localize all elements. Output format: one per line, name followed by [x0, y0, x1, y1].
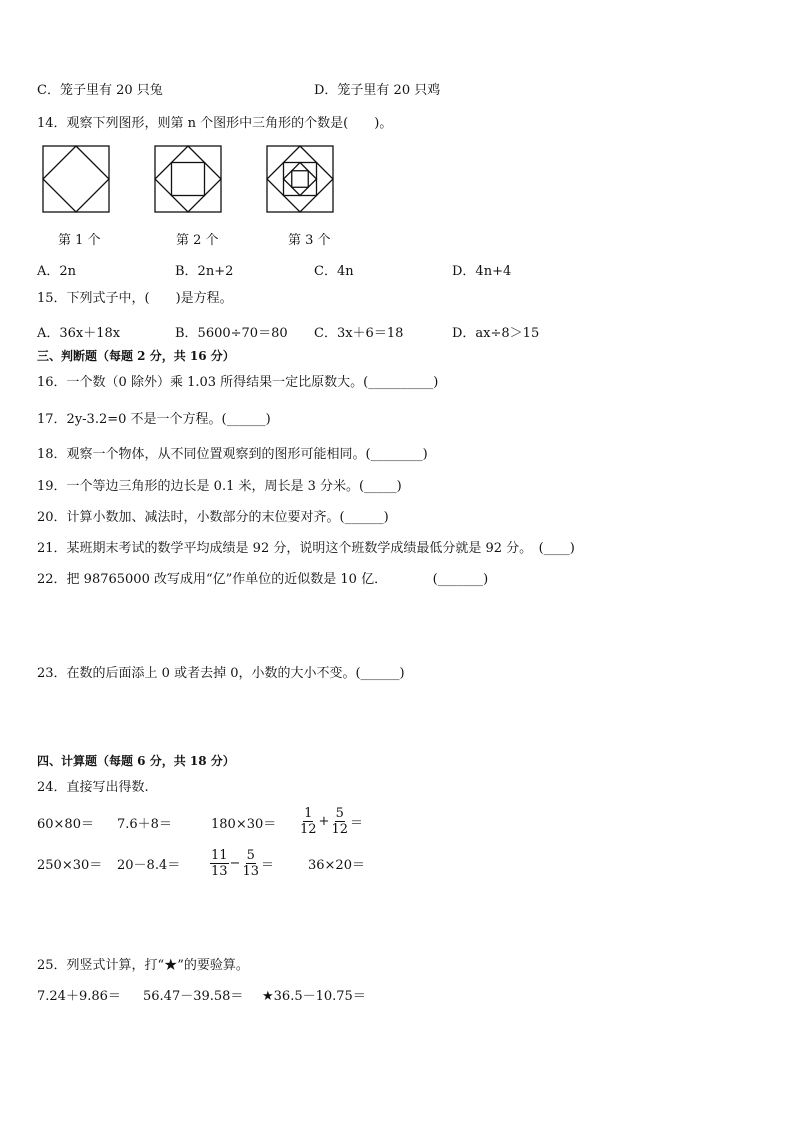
calc-item: 7.6＋8＝ [117, 817, 172, 832]
q25-stem: 25．列竖式计算，打“★”的要验算。 [37, 958, 249, 973]
section-3-heading: 三、判断题（每题 2 分，共 16 分） [37, 349, 235, 363]
q22: 22．把 98765000 改写成用“亿”作单位的近似数是 10 亿． (_______) [37, 572, 489, 587]
q17: 17．2y-3.2=0 不是一个方程。(______) [37, 412, 271, 427]
equals: ＝ [261, 858, 275, 873]
q15-option-d: D．ax÷8＞15 [452, 326, 540, 341]
numerator: 5 [335, 806, 344, 821]
q15-option-a: A．36x＋18x [37, 326, 121, 341]
q19: 19．一个等边三角形的边长是 0.1 米，周长是 3 分米。(_____) [37, 479, 402, 494]
q21: 21．某班期末考试的数学平均成绩是 92 分，说明这个班数学成绩最低分就是 92 分。 (____) [37, 541, 575, 556]
figure-1 [42, 145, 110, 213]
denominator: 12 [300, 822, 317, 837]
q14-option-d: D．4n+4 [452, 264, 512, 279]
numerator: 11 [211, 848, 228, 863]
calc-item: 36×20＝ [308, 858, 365, 873]
equals: ＝ [350, 816, 364, 831]
q14-option-a: A．2n [37, 264, 77, 279]
q13-option-d: D．笼子里有 20 只鸡 [314, 83, 441, 98]
q14-stem: 14．观察下列图形，则第 n 个图形中三角形的个数是( )。 [37, 116, 393, 131]
vertical-calc-item: ★36.5－10.75＝ [262, 989, 366, 1004]
calc-item: 180×30＝ [211, 817, 277, 832]
numerator: 5 [246, 848, 255, 863]
q24-stem: 24．直接写出得数. [37, 780, 149, 795]
q15-option-b: B．5600÷70＝80 [175, 326, 288, 341]
section-4-heading: 四、计算题（每题 6 分，共 18 分） [37, 754, 235, 768]
q14-option-c: C．4n [314, 264, 354, 279]
q13-option-c: C．笼子里有 20 只兔 [37, 83, 163, 98]
figure-1-label: 第 1 个 [58, 233, 101, 248]
denominator: 12 [331, 822, 348, 837]
figure-3 [266, 145, 334, 213]
q14-option-b: B．2n+2 [175, 264, 234, 279]
q15-option-c: C．3x＋6＝18 [314, 326, 404, 341]
q23: 23．在数的后面添上 0 或者去掉 0，小数的大小不变。(______) [37, 666, 405, 681]
calc-item: 20－8.4＝ [117, 858, 181, 873]
denominator: 13 [211, 864, 228, 879]
calc-item: 250×30＝ [37, 858, 103, 873]
q18: 18．观察一个物体，从不同位置观察到的图形可能相同。(________) [37, 447, 428, 462]
numerator: 1 [304, 806, 313, 821]
operator: − [229, 856, 241, 871]
q15-stem: 15．下列式子中，( )是方程。 [37, 291, 233, 306]
operator: + [318, 814, 330, 829]
fraction-expression-2 [209, 848, 274, 879]
figure-2 [154, 145, 222, 213]
fraction-expression-1 [298, 806, 363, 837]
figure-2-label: 第 2 个 [176, 233, 219, 248]
calc-item: 60×80＝ [37, 817, 94, 832]
denominator: 13 [242, 864, 259, 879]
vertical-calc-item: 56.47－39.58＝ [143, 989, 244, 1004]
q16: 16．一个数（0 除外）乘 1.03 所得结果一定比原数大。(__________) [37, 375, 439, 390]
figure-3-label: 第 3 个 [288, 233, 331, 248]
vertical-calc-item: 7.24＋9.86＝ [37, 989, 121, 1004]
q20: 20．计算小数加、减法时，小数部分的末位要对齐。(______) [37, 510, 389, 525]
